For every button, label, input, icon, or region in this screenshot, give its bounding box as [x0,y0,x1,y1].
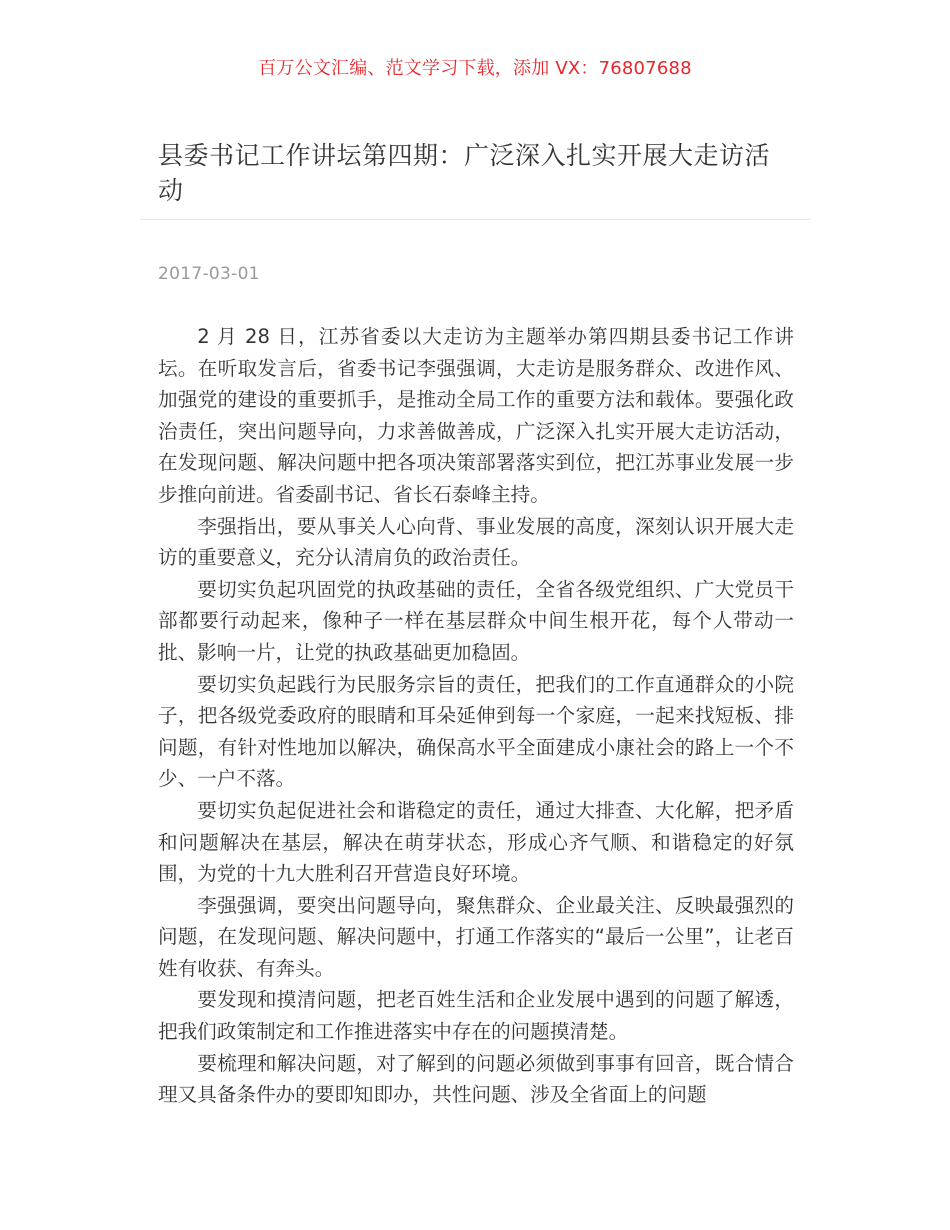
paragraph: 要切实负起促进社会和谐稳定的责任，通过大排查、大化解，把矛盾和问题解决在基层，解决在萌芽状态，形成心齐气顺、和谐稳定的好氛围，为党的十九大胜利召开营造良好环境。 [158,798,794,886]
paragraph: 李强指出，要从事关人心向背、事业发展的高度，深刻认识开展大走访的重要意义，充分认清肩负的政治责任。 [158,514,794,570]
publish-date: 2017-03-01 [158,264,260,284]
paragraph: 要切实负起巩固党的执政基础的责任，全省各级党组织、广大党员干部都要行动起来，像种子一样在基层群众中间生根开花，每个人带动一批、影响一片，让党的执政基础更加稳固。 [158,577,794,664]
article-title: 县委书记工作讲坛第四期：广泛深入扎实开展大走访活动 [158,141,771,205]
paragraph: 2 月 28 日，江苏省委以大走访为主题举办第四期县委书记工作讲坛。在听取发言后，省委书记李强强调，大走访是服务群众、改进作风、加强党的建设的重要抓手，是推动全局工作的重要方法和载体。要强化政治责任，突出问题导向，力求善做善成，广泛深入扎实开展大走访活动，在发现问题、解决问题中把各项决策部署落实到位，把江苏事业发展一步步推向前进。省委副书记、省长石泰峰主持。 [158,325,794,506]
title-divider [140,219,810,220]
paragraph: 要梳理和解决问题，对了解到的问题必须做到事事有回音，既合情合理又具备条件办的要即知即办，共性问题、涉及全省面上的问题 [158,1051,794,1107]
promo-banner: 百万公文汇编、范文学习下载，添加 VX：76807688 [258,58,692,79]
article-header [140,138,810,220]
paragraph: 李强强调，要突出问题导向，聚焦群众、企业最关注、反映最强烈的问题，在发现问题、解决问题中，打通工作落实的“最后一公里”，让老百姓有收获、有奔头。 [158,893,794,980]
paragraph: 要发现和摸清问题，把老百姓生活和企业发展中遇到的问题了解透，把我们政策制定和工作推进落实中存在的问题摸清楚。 [158,988,794,1044]
article-body [158,321,794,1111]
paragraph: 要切实负起践行为民服务宗旨的责任，把我们的工作直通群众的小院子，把各级党委政府的眼睛和耳朵延伸到每一个家庭，一起来找短板、排问题，有针对性地加以解决，确保高水平全面建成小康社会的路上一个不少、一户不落。 [158,672,794,791]
